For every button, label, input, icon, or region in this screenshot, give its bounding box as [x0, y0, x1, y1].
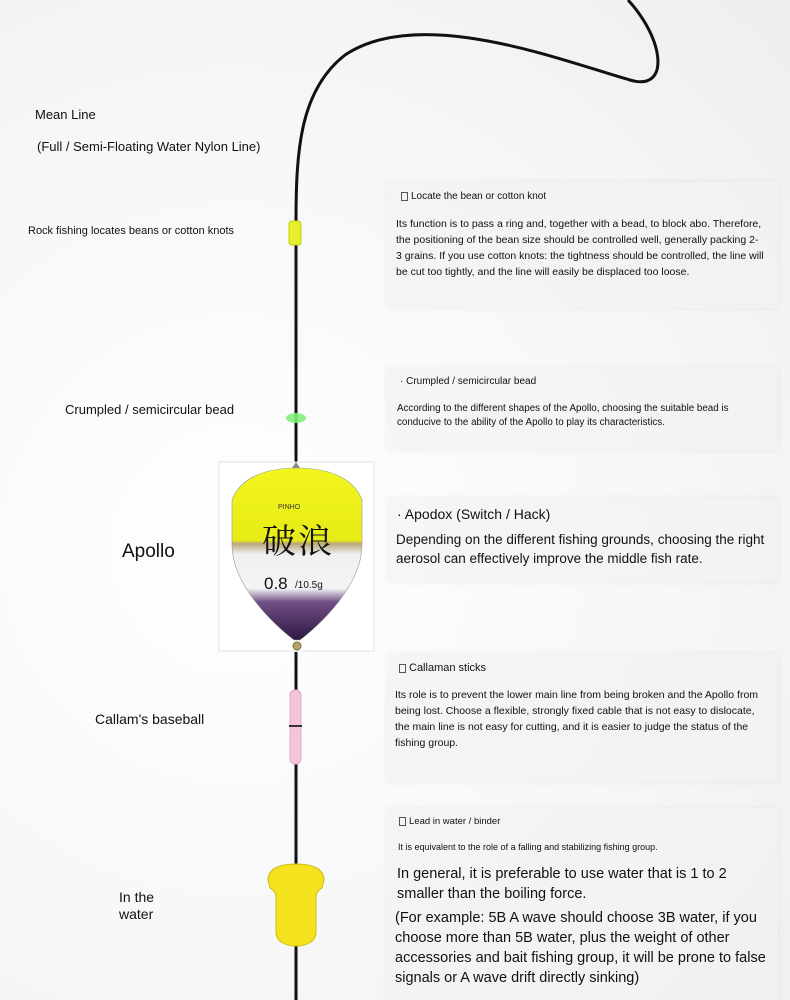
water-sinker — [268, 864, 324, 946]
bullet-icon — [399, 817, 406, 826]
panel-water-body: It is equivalent to the role of a falling and stabilizing fishing group. — [398, 842, 658, 852]
apollo-label: Apollo — [122, 541, 175, 562]
panel-water-heading-row — [399, 816, 500, 827]
bead-label: Crumpled / semicircular bead — [65, 402, 235, 417]
panel-callam-body: Its role is to prevent the lower main line from being broken and the Apollo from being lost. Choose a flexible, strongly fixed cable that is not easy to dislocate, the main line is not easy for cutting, and it is easier to judge the status of the fishing group. — [395, 689, 759, 749]
main-line-sublabel: (Full / Semi-Floating Water Nylon Line) — [37, 139, 261, 154]
panel-water — [387, 808, 778, 1000]
panel-bead-body: According to the different shapes of the Apollo, choosing the suitable bead is conducive to the ability of the Apollo to play its characteristics. — [397, 403, 729, 428]
water-label — [119, 889, 154, 923]
panel-bead-heading: · Crumpled / semicircular bead — [400, 376, 537, 387]
panel-callam-heading: Callaman sticks — [409, 662, 487, 674]
float-brand-small: PINHO — [278, 504, 301, 511]
bullet-icon — [399, 664, 406, 673]
panel-bean-heading: Locate the bean or cotton knot — [411, 191, 547, 202]
water-label-line2: water — [119, 906, 154, 922]
callam-label: Callam's baseball — [95, 711, 205, 727]
panel-apollo-body: Depending on the different fishing grounds, choosing the right aerosol can effectively improve the middle fish rate. — [396, 532, 765, 566]
panel-water-heading: Lead in water / binder — [409, 816, 501, 827]
panel-water-body3: (For example: 5B A wave should choose 3B water, if you choose more than 5B water, plus the weight of other accessories and bait fishing group, it will be prone to false signals or A wave drift directly sinking) — [395, 910, 766, 986]
float-spec-main: 0.8 — [264, 574, 288, 593]
semicircular-bead — [286, 413, 306, 423]
panel-bean-heading-row — [401, 191, 546, 202]
panel-bean — [387, 182, 778, 308]
panel-callam-heading-row — [399, 662, 486, 674]
panel-bead — [387, 368, 778, 450]
bullet-icon — [401, 192, 408, 201]
float-swivel — [293, 642, 301, 650]
float-brand-chars: 破浪 — [262, 522, 334, 562]
main-line-label: Mean Line — [35, 107, 96, 122]
bean-stopper — [289, 221, 301, 245]
panel-bean-body: Its function is to pass a ring and, together with a bead, to block abo. Therefore, the positioning of the bean size should be controlled well, generally packing 2-3 grains. If you use cotton knots: the tightness should be controlled, the line will be cut too tightly, and the line will easily be displaced too loose. — [396, 218, 764, 278]
panel-apollo-heading: · Apodox (Switch / Hack) — [397, 506, 551, 522]
float-spec-weight: /10.5g — [295, 580, 323, 591]
water-label-line1: In the — [119, 889, 155, 905]
panel-water-body2: In general, it is preferable to use water that is 1 to 2 smaller than the boiling force. — [397, 866, 727, 902]
panel-callam — [387, 654, 778, 782]
bean-label: Rock fishing locates beans or cotton knots — [28, 225, 235, 237]
panel-apollo — [387, 498, 778, 582]
